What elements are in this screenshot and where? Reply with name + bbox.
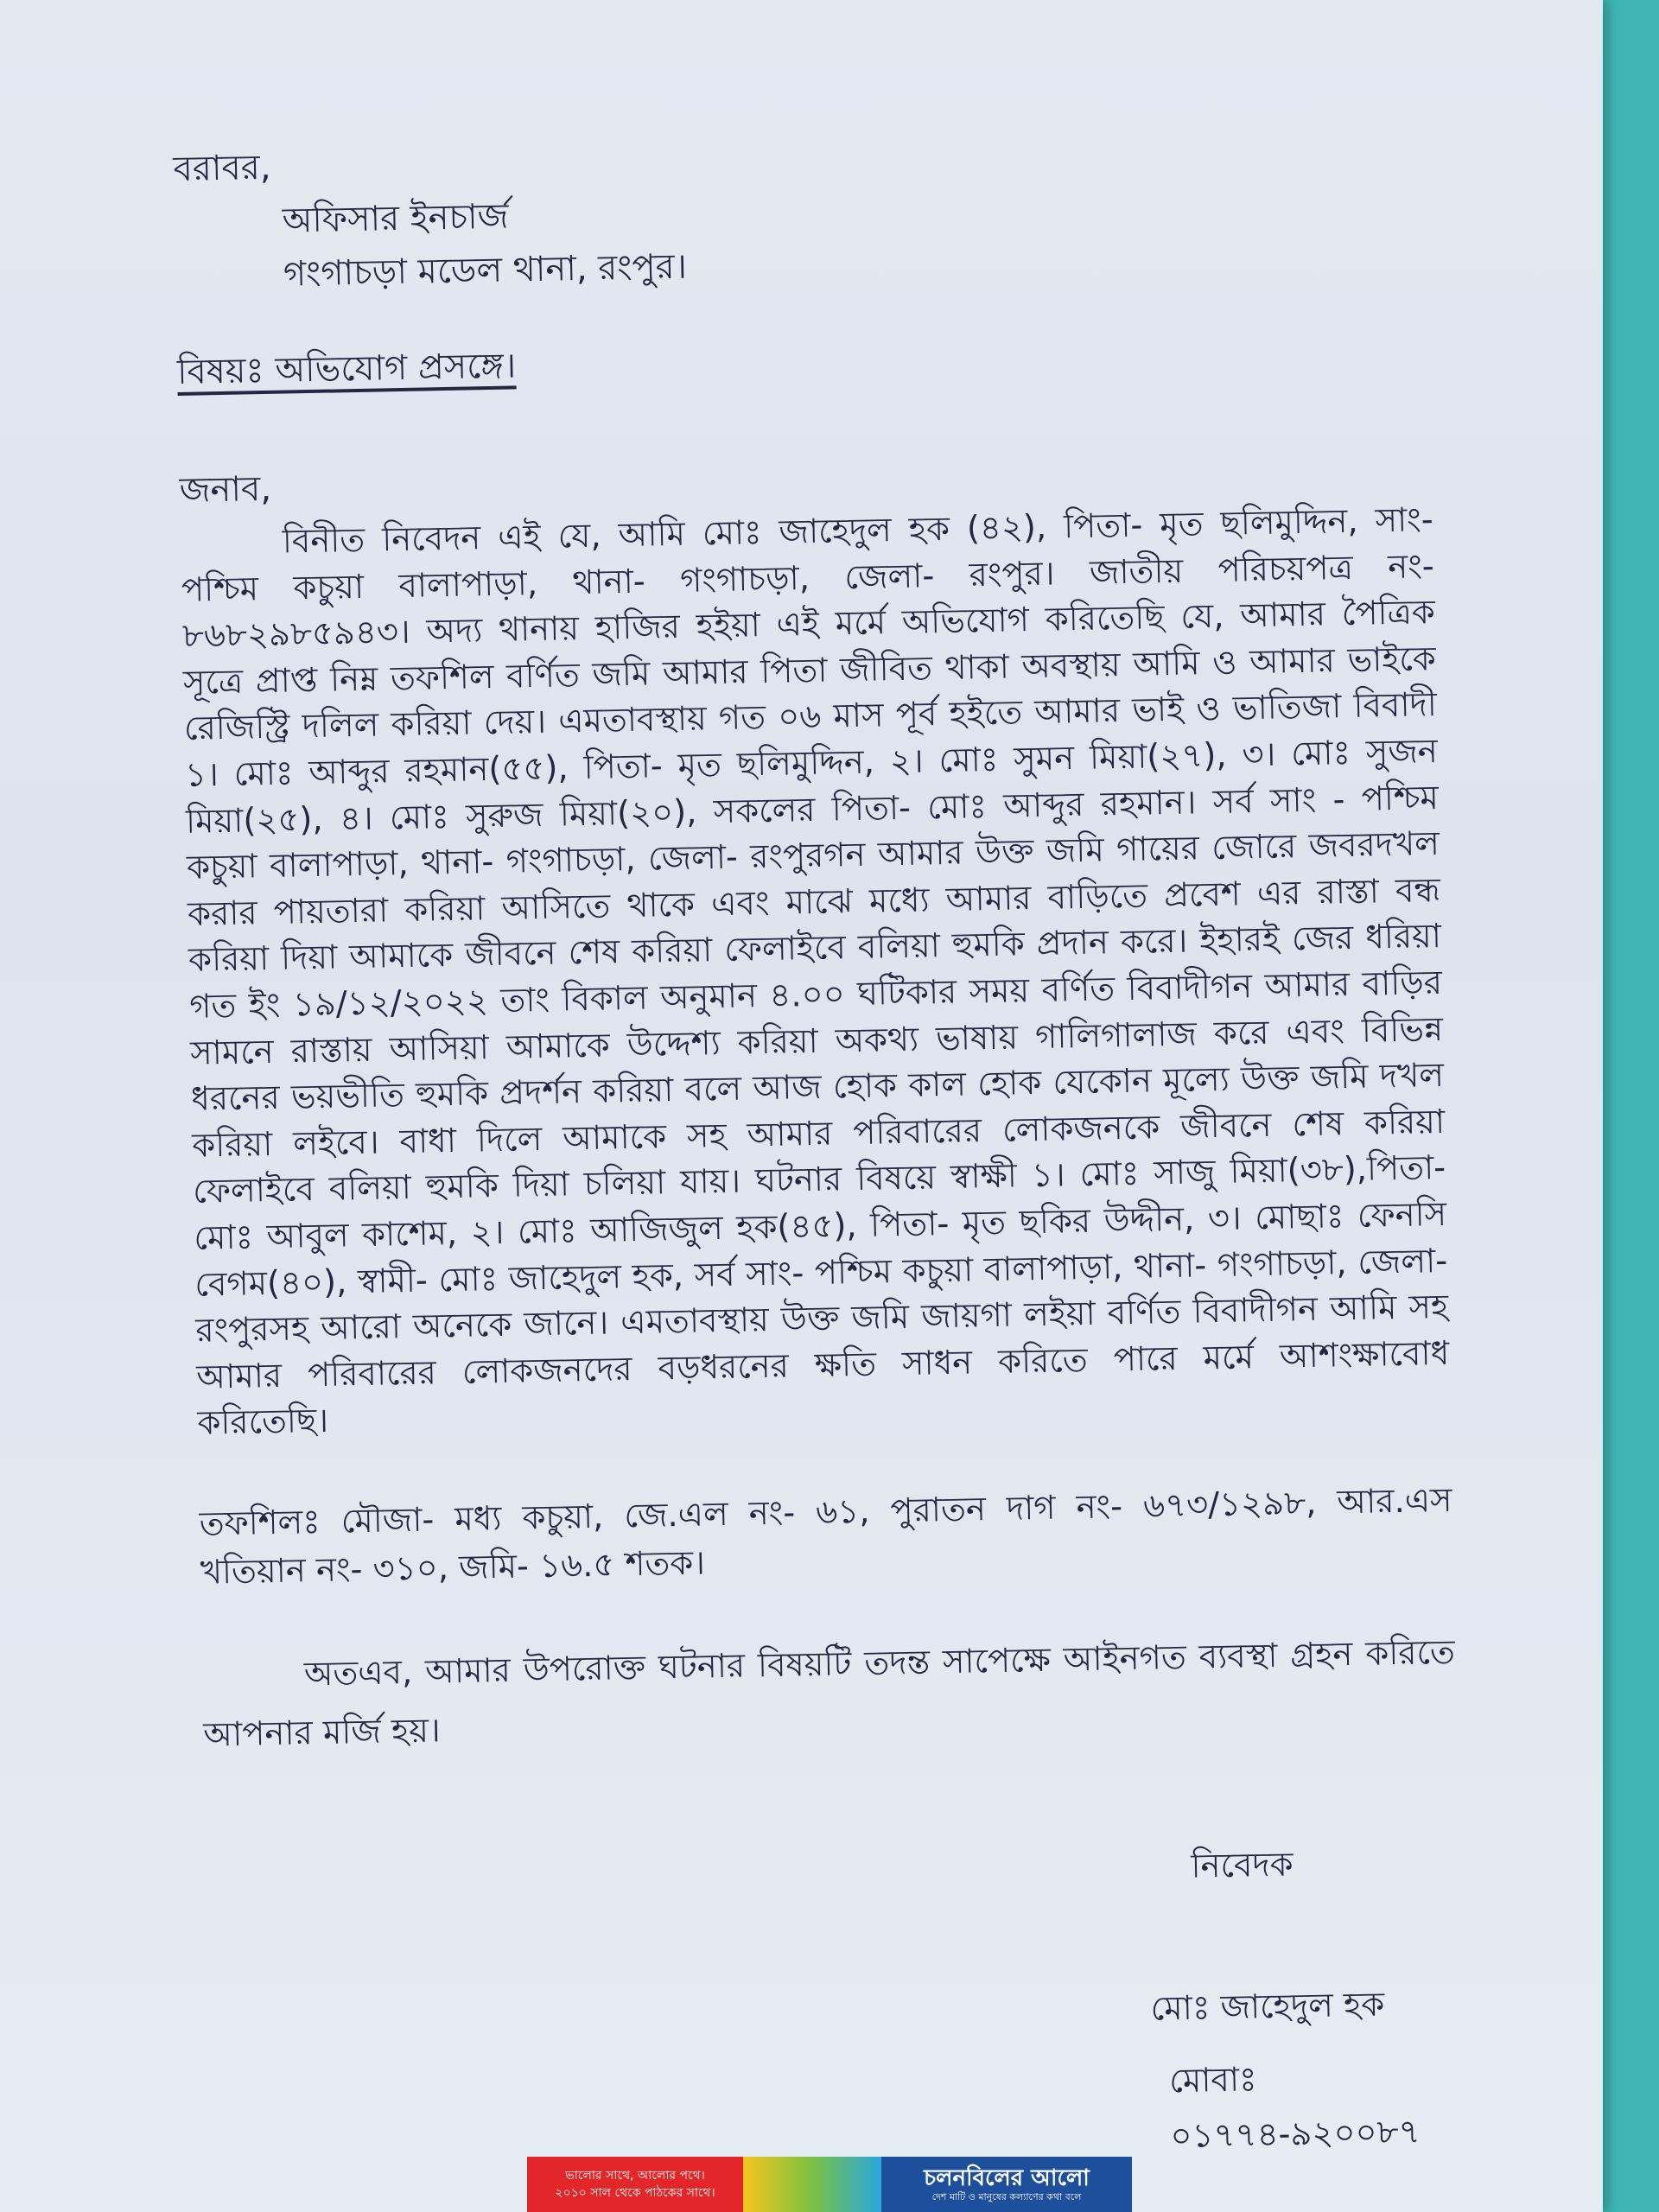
banner-slogan-line-1: ভালোর সাথে, আলোর পথে।: [565, 2169, 705, 2183]
signer-name: মোঃ জাহেদুল হক: [1150, 1985, 1385, 2029]
banner-tagline: দেশ মাটি ও মানুষের কল্যাণের কথা বলে: [931, 2191, 1082, 2202]
banner-brand: চলনবিলের আলো: [924, 2165, 1090, 2191]
recipient-officer: অফিসার ইনচার্জ: [282, 196, 509, 241]
recipient-to-line: বরাবর,: [173, 147, 271, 189]
subject-line: বিষয়ঃ অভিযোগ প্রসঙ্গে।: [176, 346, 517, 392]
letter-body: বিনীত নিবেদন এই যে, আমি মোঃ জাহেদুল হক (৪২), পিতা- মৃত ছলিমুদ্দিন, সাং- পশ্চিম কচুয়া বালাপাড়া, থানা- গংগাচড়া, জেলা- রংপুর। জাতীয় পরিচয়পত্র নং- ৮৬৮২৯৮৫৯৪৩। অদ্য থানায় হাজির হইয়া এই মর্মে অভিযোগ করিতেছি যে, আমার পৈত্রিক সূত্রে প্রাপ্ত নিম্ন তফশিল বর্ণিত জমি আমার পিতা জীবিত থাকা অবস্থায় আমি ও আমার ভাইকে রেজিস্ট্রি দলিল করিয়া দেয়। এমতাবস্থায় গত ০৬ মাস পূর্ব হইতে আমার ভাই ও ভাতিজা বিবাদী ১। মোঃ আব্দুর রহমান(৫৫), পিতা- মৃত ছলিমুদ্দিন, ২। মোঃ সুমন মিয়া(২৭), ৩। মোঃ সুজন মিয়া(২৫), ৪। মোঃ সুরুজ মিয়া(২০), সকলের পিতা- মোঃ আব্দুর রহমান। সর্ব সাং - পশ্চিম কচুয়া বালাপাড়া, থানা- গংগাচড়া, জেলা- রংপুরগন আমার উক্ত জমি গায়ের জোরে জবরদখল করার পায়তারা করিয়া আসিতে থাকে এবং মাঝে মধ্যে আমার বাড়িতে প্রবেশ এর রাস্তা বন্ধ করিয়া দিয়া আমাকে জীবনে শেষ করিয়া ফেলাইবে বলিয়া হুমকি প্রদান করে। ইহারই জের ধরিয়া গত ইং ১৯/১২/২০২২ তাং বিকাল অনুমান ৪.০০ ঘটিকার সময় বর্ণিত বিবাদীগন আমার বাড়ির সামনে রাস্তায় আসিয়া আমাকে উদ্দেশ্য করিয়া অকথ্য ভাষায় গালিগালাজ করে এবং বিভিন্ন ধরনের ভয়ভীতি হুমকি প্রদর্শন করিয়া বলে আজ হোক কাল হোক যেকোন মূল্যে উক্ত জমি দখল করিয়া লইবে। বাধা দিলে আমাকে সহ আমার পরিবারের লোকজনকে জীবনে শেষ করিয়া ফেলাইবে বলিয়া হুমকি দিয়া চলিয়া যায়। ঘটনার বিষয়ে স্বাক্ষী ১। মোঃ সাজু মিয়া(৩৮),পিতা- মোঃ আবুল কাশেম, ২। মোঃ আজিজুল হক(৪৫), পিতা- মৃত ছকির উদ্দীন, ৩। মোছাঃ ফেনসি বেগম(৪০), স্বামী- মোঃ জাহেদুল হক, সর্ব সাং- পশ্চিম কচুয়া বালাপাড়া, থানা- গংগাচড়া, জেলা- রংপুরসহ আরো অনেকে জানে। এমতাবস্থায় উক্ত জমি জায়গা লইয়া বর্ণিত বিবাদীগন আমি সহ আমার পরিবারের লোকজনদের বড়ধরনের ক্ষতি সাধন করিতে পারে মর্মে আশংক্ষাবোধ করিতেছি।: [181, 500, 1450, 1444]
salutation: জনাব,: [179, 468, 272, 511]
newspaper-watermark-banner: [527, 2157, 1132, 2212]
banner-slogan-line-2: ২০১০ সাল থেকে পাঠকের সাথে।: [555, 2186, 715, 2200]
land-details: তফশিলঃ মৌজা- মধ্য কচুয়া, জে.এল নং- ৬১, পুরাতন দাগ নং- ৬৭৩/১২৯৮, আর.এস খতিয়ান নং- ৩১০, জমি- ১৬.৫ শতক।: [199, 1480, 1452, 1592]
banner-slogan: [527, 2157, 743, 2212]
sign-off: নিবেদক: [1191, 1845, 1294, 1886]
letter-content: [173, 118, 1465, 2184]
banner-brand-block: [881, 2157, 1132, 2212]
signer-phone: মোবাঃ ০১৭৭৪-৯২০০৮৭: [1168, 2060, 1421, 2157]
newspaper-graphic: [743, 2157, 881, 2212]
recipient-station: গংগাচড়া মডেল থানা, রংপুর।: [283, 246, 688, 295]
closing-request: অতএব, আমার উপরোক্ত ঘটনার বিষয়টি তদন্ত সাপেক্ষে আইনগত ব্যবস্থা গ্রহন করিতে আপনার মর্জি হয়।: [202, 1632, 1456, 1755]
